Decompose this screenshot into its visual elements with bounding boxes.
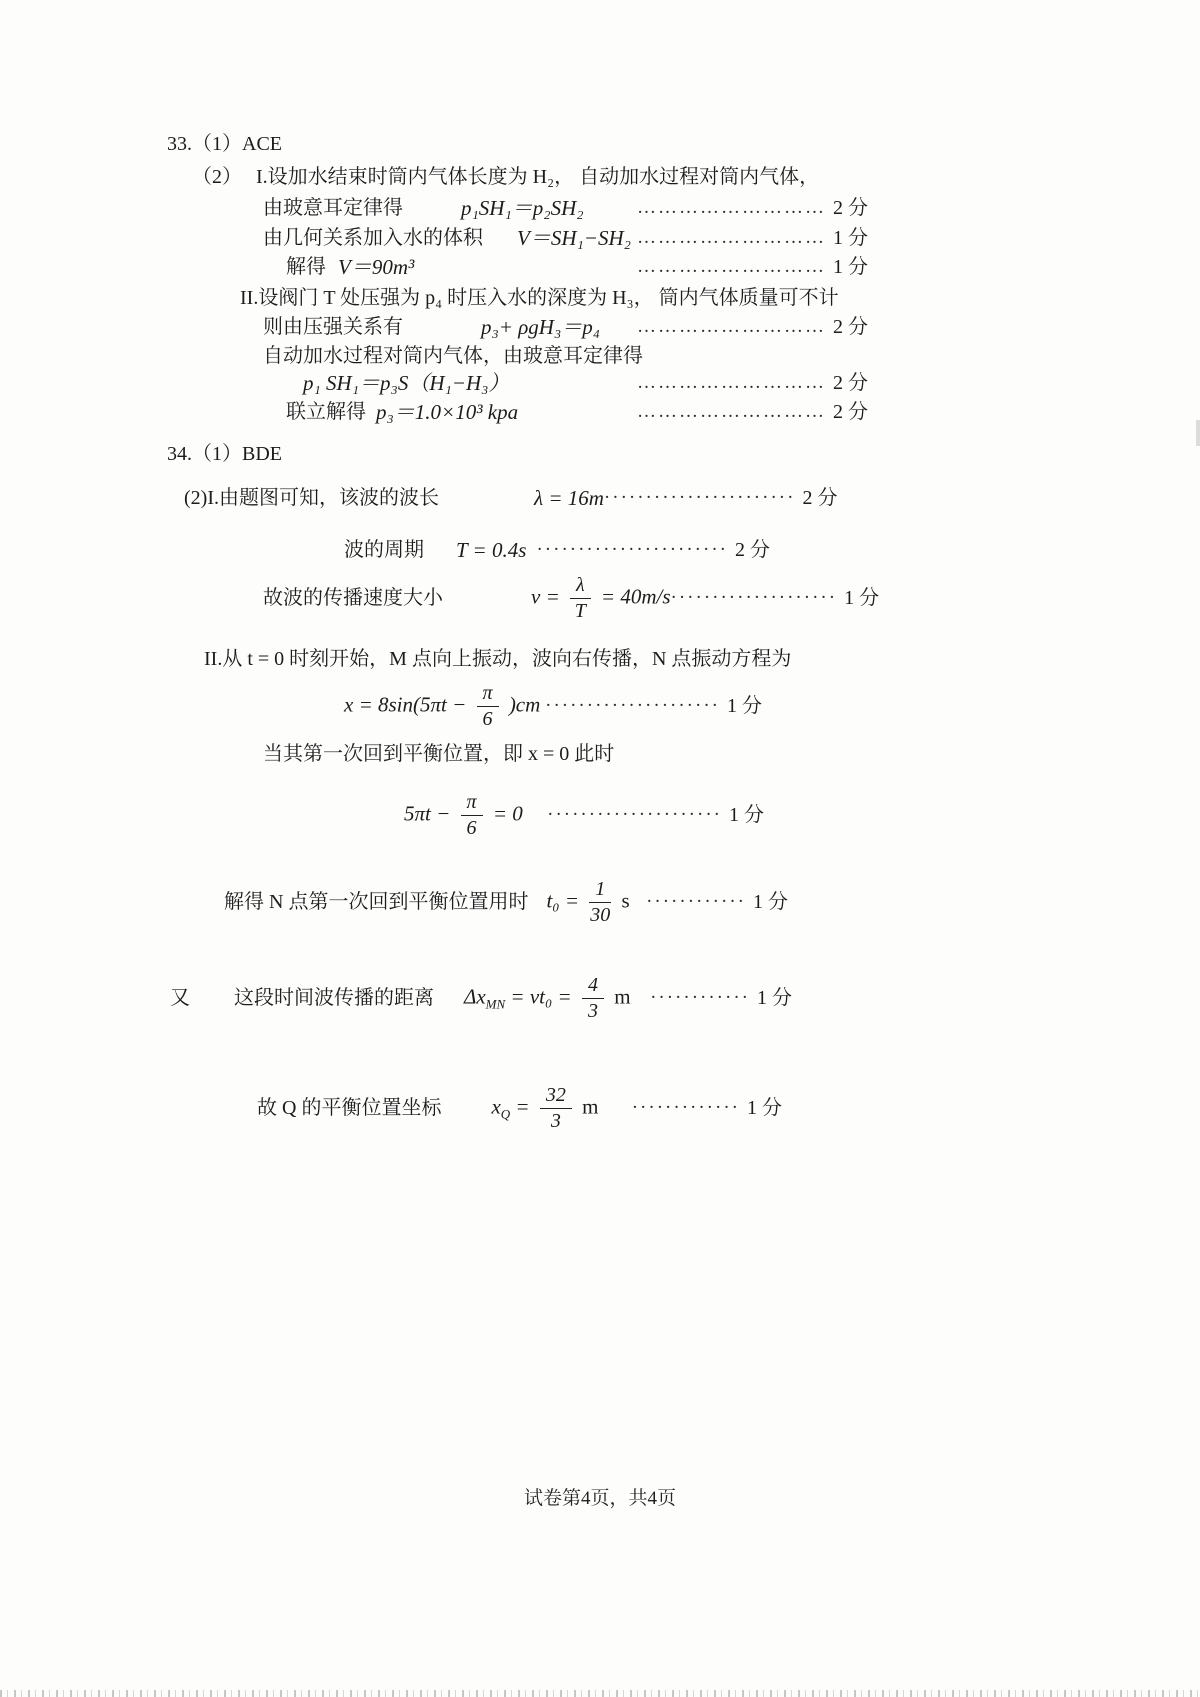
q33-partII-text: II.设阀门 T 处压强为 p₄ 时压入水的深度为 H₃， 筒内气体质量可不计 xyxy=(240,287,839,309)
dots-leader xyxy=(536,536,770,564)
dots-leader xyxy=(637,369,868,397)
final-pressure-label: 联立解得 xyxy=(286,401,366,423)
q34-partII-intro xyxy=(204,645,791,673)
dots: ············ xyxy=(646,891,746,912)
dots-leader xyxy=(632,1094,782,1122)
fraction xyxy=(461,791,483,840)
wavelength-formula: λ = 16m xyxy=(533,486,604,510)
volume-result-formula: V＝90m³ xyxy=(338,255,415,279)
fraction-numerator: π xyxy=(461,791,483,816)
position-pre2: = xyxy=(515,1093,530,1118)
fraction-denominator: 6 xyxy=(482,707,493,730)
q33-answer-heading xyxy=(167,130,282,158)
dots-leader xyxy=(637,313,868,341)
dots: ············ xyxy=(650,987,750,1008)
fraction-numerator: 4 xyxy=(582,974,604,999)
dots: ············· xyxy=(631,1097,740,1118)
wavelength-label: (2)I.由题图可知，该波的波长 xyxy=(184,487,439,509)
vibration-equation-line xyxy=(344,676,762,736)
fraction-numerator: λ xyxy=(570,574,591,599)
time-post: s xyxy=(621,887,630,912)
time-pre: t₀ = xyxy=(546,887,580,912)
vibration-equation-formula xyxy=(344,682,540,731)
phase-post: = 0 xyxy=(492,800,523,825)
score-label: 1 分 xyxy=(833,256,868,278)
time-solution-formula xyxy=(546,878,629,927)
equilibrium-condition-line xyxy=(263,740,614,768)
final-pressure-formula: p₃＝1.0×10³ kpa xyxy=(376,400,519,424)
dots: ……………………… xyxy=(637,197,826,218)
score-label: 1 分 xyxy=(747,1097,782,1119)
dots-leader xyxy=(637,224,868,252)
q33-part2-intro xyxy=(192,163,819,191)
equilibrium-condition-text: 当其第一次回到平衡位置，即 x = 0 此时 xyxy=(263,743,615,765)
fraction xyxy=(582,974,604,1023)
q33-part2-number: （2） xyxy=(192,166,242,188)
boyle-law-label: 由玻意耳定律得 xyxy=(263,197,403,219)
position-line xyxy=(257,1078,782,1138)
geometry-label: 由几何关系加入水的体积 xyxy=(263,227,483,249)
score-label: 1 分 xyxy=(833,227,868,249)
dots: ····················· xyxy=(547,804,722,825)
distance-line xyxy=(170,968,792,1028)
phase-pre: 5πt − xyxy=(404,800,451,825)
distance-pre1: Δx xyxy=(464,983,486,1008)
q33-part2-intro-text: I.设加水结束时筒内气体长度为 H₂， 自动加水过程对筒内气体， xyxy=(256,166,820,188)
dots-leader xyxy=(646,888,788,916)
score-label: 2 分 xyxy=(833,197,868,219)
fraction-numerator: π xyxy=(477,682,499,707)
wave-speed-line xyxy=(263,568,880,628)
dots-leader xyxy=(545,692,762,720)
dots-leader xyxy=(637,398,868,426)
fraction-numerator: 1 xyxy=(589,878,611,903)
combined-boyle-formula: p₁ SH₁＝p₃S（H₁−H₃） xyxy=(303,371,510,395)
score-label: 1 分 xyxy=(727,695,762,717)
geometry-relation-line xyxy=(263,224,868,252)
dots-leader xyxy=(650,984,792,1012)
distance-subscript: MN xyxy=(485,996,506,1011)
fraction-numerator: 32 xyxy=(540,1084,572,1109)
fraction-denominator: 3 xyxy=(587,999,598,1022)
time-solution-label: 解得 N 点第一次回到平衡位置用时 xyxy=(224,891,529,913)
dots-leader xyxy=(604,484,838,512)
distance-prefix: 又 xyxy=(170,987,190,1009)
volume-result-line xyxy=(286,253,868,281)
q33-partII-intro xyxy=(240,284,839,312)
position-formula xyxy=(491,1084,598,1133)
score-label: 2 分 xyxy=(802,487,838,509)
dots: ……………………… xyxy=(637,401,826,422)
fraction-denominator: 6 xyxy=(466,816,477,839)
score-label: 1 分 xyxy=(753,891,788,913)
page-footer: 试卷第4页，共4页 xyxy=(523,1488,676,1509)
phase-equation-line xyxy=(404,785,764,845)
q34-heading-text: 34.（1）BDE xyxy=(167,443,282,465)
dots: ······················· xyxy=(536,539,728,560)
wavelength-line xyxy=(184,484,838,512)
score-label: 2 分 xyxy=(833,316,868,338)
distance-post: m xyxy=(614,983,631,1008)
time-solution-line xyxy=(224,872,788,932)
boyle-law-formula: p₁SH₁＝p₂SH₂ xyxy=(461,196,584,220)
period-formula: T = 0.4s xyxy=(456,538,527,562)
distance-label: 这段时间波传播的距离 xyxy=(234,987,434,1009)
dots-leader xyxy=(637,194,868,222)
fraction xyxy=(477,682,499,731)
position-subscript: Q xyxy=(500,1106,511,1121)
wave-speed-post: = 40m/s xyxy=(600,583,671,608)
dots: ……………………… xyxy=(637,316,826,337)
fraction-denominator: 30 xyxy=(590,903,611,926)
dots-leader xyxy=(547,801,764,829)
score-label: 1 分 xyxy=(729,804,764,826)
position-pre1: x xyxy=(491,1093,501,1118)
q34-answer-heading xyxy=(167,440,282,468)
fraction xyxy=(589,878,611,927)
combined-boyle-line xyxy=(303,369,868,397)
score-label: 2 分 xyxy=(735,539,770,561)
pressure-relation-line xyxy=(263,313,868,341)
dots: ····················· xyxy=(545,695,720,716)
position-post: m xyxy=(582,1093,599,1118)
fraction xyxy=(570,574,591,623)
wave-speed-pre: v = xyxy=(531,583,560,608)
phase-equation-formula xyxy=(404,791,523,840)
distance-pre2: = vt₀ = xyxy=(510,983,572,1008)
dots-leader xyxy=(671,584,880,612)
fraction-denominator: 3 xyxy=(550,1109,561,1132)
auto-water-text: 自动加水过程对筒内气体，由玻意耳定律得 xyxy=(263,345,643,367)
pressure-relation-label: 则由压强关系有 xyxy=(263,316,403,338)
period-label: 波的周期 xyxy=(344,539,424,561)
volume-result-label: 解得 xyxy=(286,256,326,278)
scan-artifact-right-edge xyxy=(1196,420,1200,446)
pressure-relation-formula: p₃+ ρgH₃＝p₄ xyxy=(481,315,601,339)
dots: ……………………… xyxy=(637,227,826,248)
dots: ……………………… xyxy=(637,372,826,393)
vibration-post: )cm xyxy=(508,691,541,716)
score-label: 2 分 xyxy=(833,401,868,423)
dots: ···················· xyxy=(670,587,838,608)
geometry-formula: V＝SH₁−SH₂ xyxy=(517,226,631,250)
vibration-pre: x = 8sin(5πt − xyxy=(344,691,467,716)
score-label: 1 分 xyxy=(757,987,792,1009)
q34-partII-text: II.从 t = 0 时刻开始，M 点向上振动，波向右传播，N 点振动方程为 xyxy=(204,648,792,670)
final-pressure-line xyxy=(286,398,868,426)
fraction xyxy=(540,1084,572,1133)
score-label: 1 分 xyxy=(844,587,880,609)
distance-formula xyxy=(464,974,631,1023)
fraction-denominator: T xyxy=(574,599,586,622)
period-line xyxy=(344,536,770,564)
dots-leader xyxy=(637,253,868,281)
position-label: 故 Q 的平衡位置坐标 xyxy=(257,1097,442,1119)
auto-water-line xyxy=(263,342,643,370)
wave-speed-label: 故波的传播速度大小 xyxy=(263,587,443,609)
scan-noise-bottom-edge xyxy=(0,1690,1200,1697)
wave-speed-formula xyxy=(531,574,671,623)
q33-heading-text: 33.（1）ACE xyxy=(167,133,282,155)
score-label: 2 分 xyxy=(833,372,868,394)
dots: ······················· xyxy=(603,487,796,508)
dots: ……………………… xyxy=(637,256,826,277)
boyle-law-line xyxy=(263,194,868,222)
